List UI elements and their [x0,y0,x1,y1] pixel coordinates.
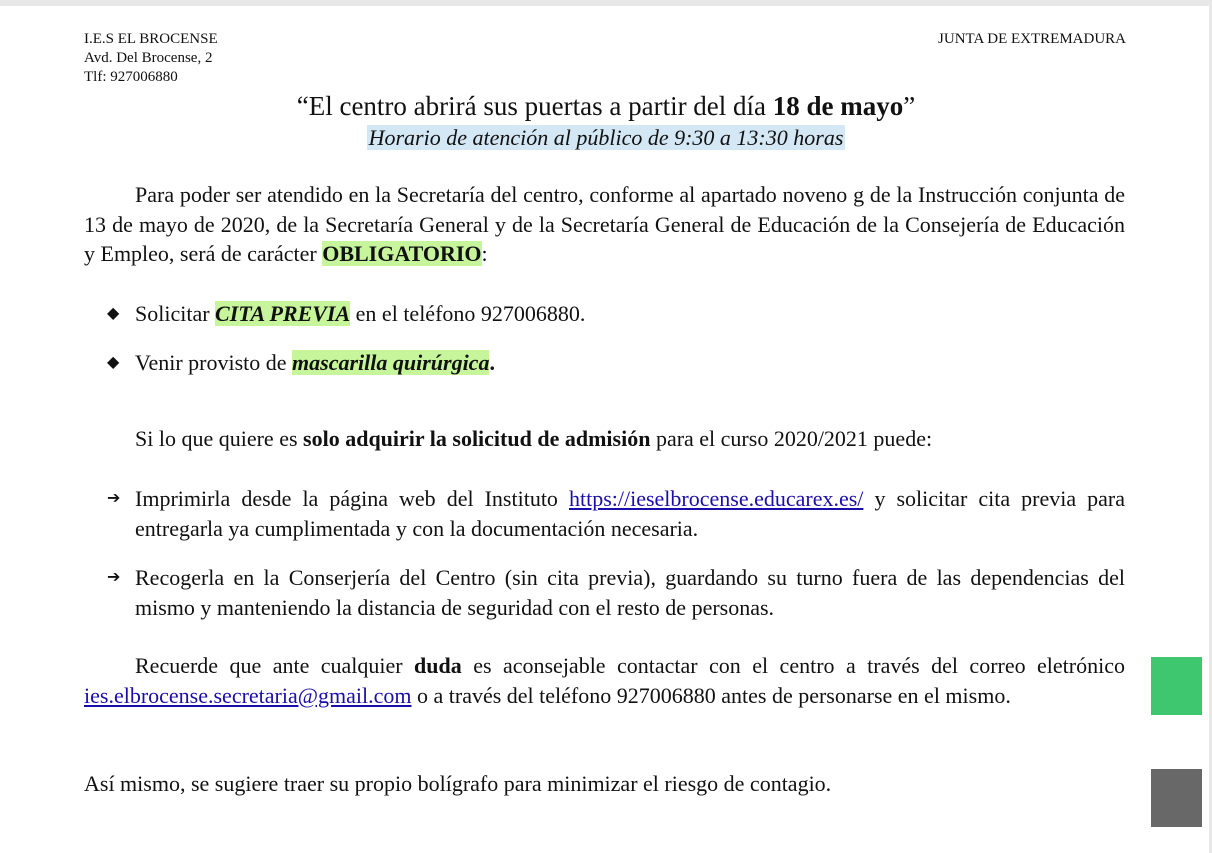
requirement-emphasis: CITA PREVIA [215,301,351,326]
requirement-item [84,348,1125,378]
reminder-paragraph [84,651,1125,710]
subtitle-container [0,124,1212,152]
gray-color-swatch [1151,769,1202,827]
intro-emphasis: OBLIGATORIO [322,241,482,266]
option-item [84,563,1125,622]
reminder-after: o a través del teléfono 927006880 antes de personarse en el mismo. [411,682,1011,708]
diamond-bullet-icon: ◆ [107,354,120,371]
page-title [0,90,1212,122]
requirement-before: Solicitar [135,301,216,326]
requirement-item [84,299,1125,329]
admission-emphasis: solo adquirir la solicitud de admisión [303,426,651,451]
requirement-after: . [489,350,495,375]
school-name: I.E.S EL BROCENSE [84,31,218,47]
school-header [84,30,218,87]
option-before: Imprimirla desde la página web del Instituto [135,486,569,511]
option-text [135,484,1125,543]
requirement-text [135,299,1125,329]
option-item [84,484,1125,543]
title-suffix: ” [903,91,916,121]
reminder-before: Recuerde que ante cualquier [135,653,415,678]
authority-name: JUNTA DE EXTREMADURA [938,31,1126,47]
intro-text: Para poder ser atendido en la Secretaría del centro, conforme al apartado noveno g de la Instrucción conjunta de 13 de mayo de 2020, de la Secretaría General y de la Secretaría General de Educación de la Consejería de Educación y Empleo, será de carácter [84,182,1125,266]
intro-paragraph [84,180,1125,269]
opening-hours: Horario de atención al público de 9:30 a 13:30 horas [368,125,844,150]
requirement-emphasis: mascarilla quirúrgica [292,350,490,375]
closing-paragraph: Así mismo, se sugiere traer su propio bolígrafo para minimizar el riesgo de contagio. [84,771,832,796]
title-date: 18 de mayo [772,91,904,121]
title-prefix: “El centro abrirá sus puertas a partir del día [296,91,773,121]
page-top-border [0,0,1212,6]
diamond-bullet-icon: ◆ [107,305,120,322]
school-phone: Tlf: 927006880 [84,69,178,85]
admission-paragraph [84,424,1125,454]
requirement-after: en el teléfono 927006880. [350,301,586,326]
option-text: Recogerla en la Conserjería del Centro (sin cita previa), guardando su turno fuera de las dependencias del mismo y manteniendo la distancia de seguridad con el resto de personas. [135,565,1125,620]
option-after: y solicitar cita previa para entregarla ya cumplimentada y con la documentación necesaria. [135,486,1125,541]
intro-end: : [481,241,488,266]
green-color-swatch [1151,657,1202,715]
reminder-emphasis: duda [414,653,462,678]
school-address: Avd. Del Brocense, 2 [84,50,213,66]
website-link[interactable]: https://ieselbrocense.educarex.es/ [568,486,864,511]
requirement-before: Venir provisto de [135,350,293,375]
reminder-middle: es aconsejable contactar con el centro a través del correo eletrónico [461,653,1125,678]
requirement-text [135,348,1125,378]
email-link[interactable]: ies.elbrocense.secretaria@gmail.com [84,682,412,708]
admission-after: para el curso 2020/2021 puede: [650,426,933,451]
admission-before: Si lo que quiere es [135,426,304,451]
arrow-bullet-icon: ➔ [107,569,121,586]
arrow-bullet-icon: ➔ [107,490,121,507]
